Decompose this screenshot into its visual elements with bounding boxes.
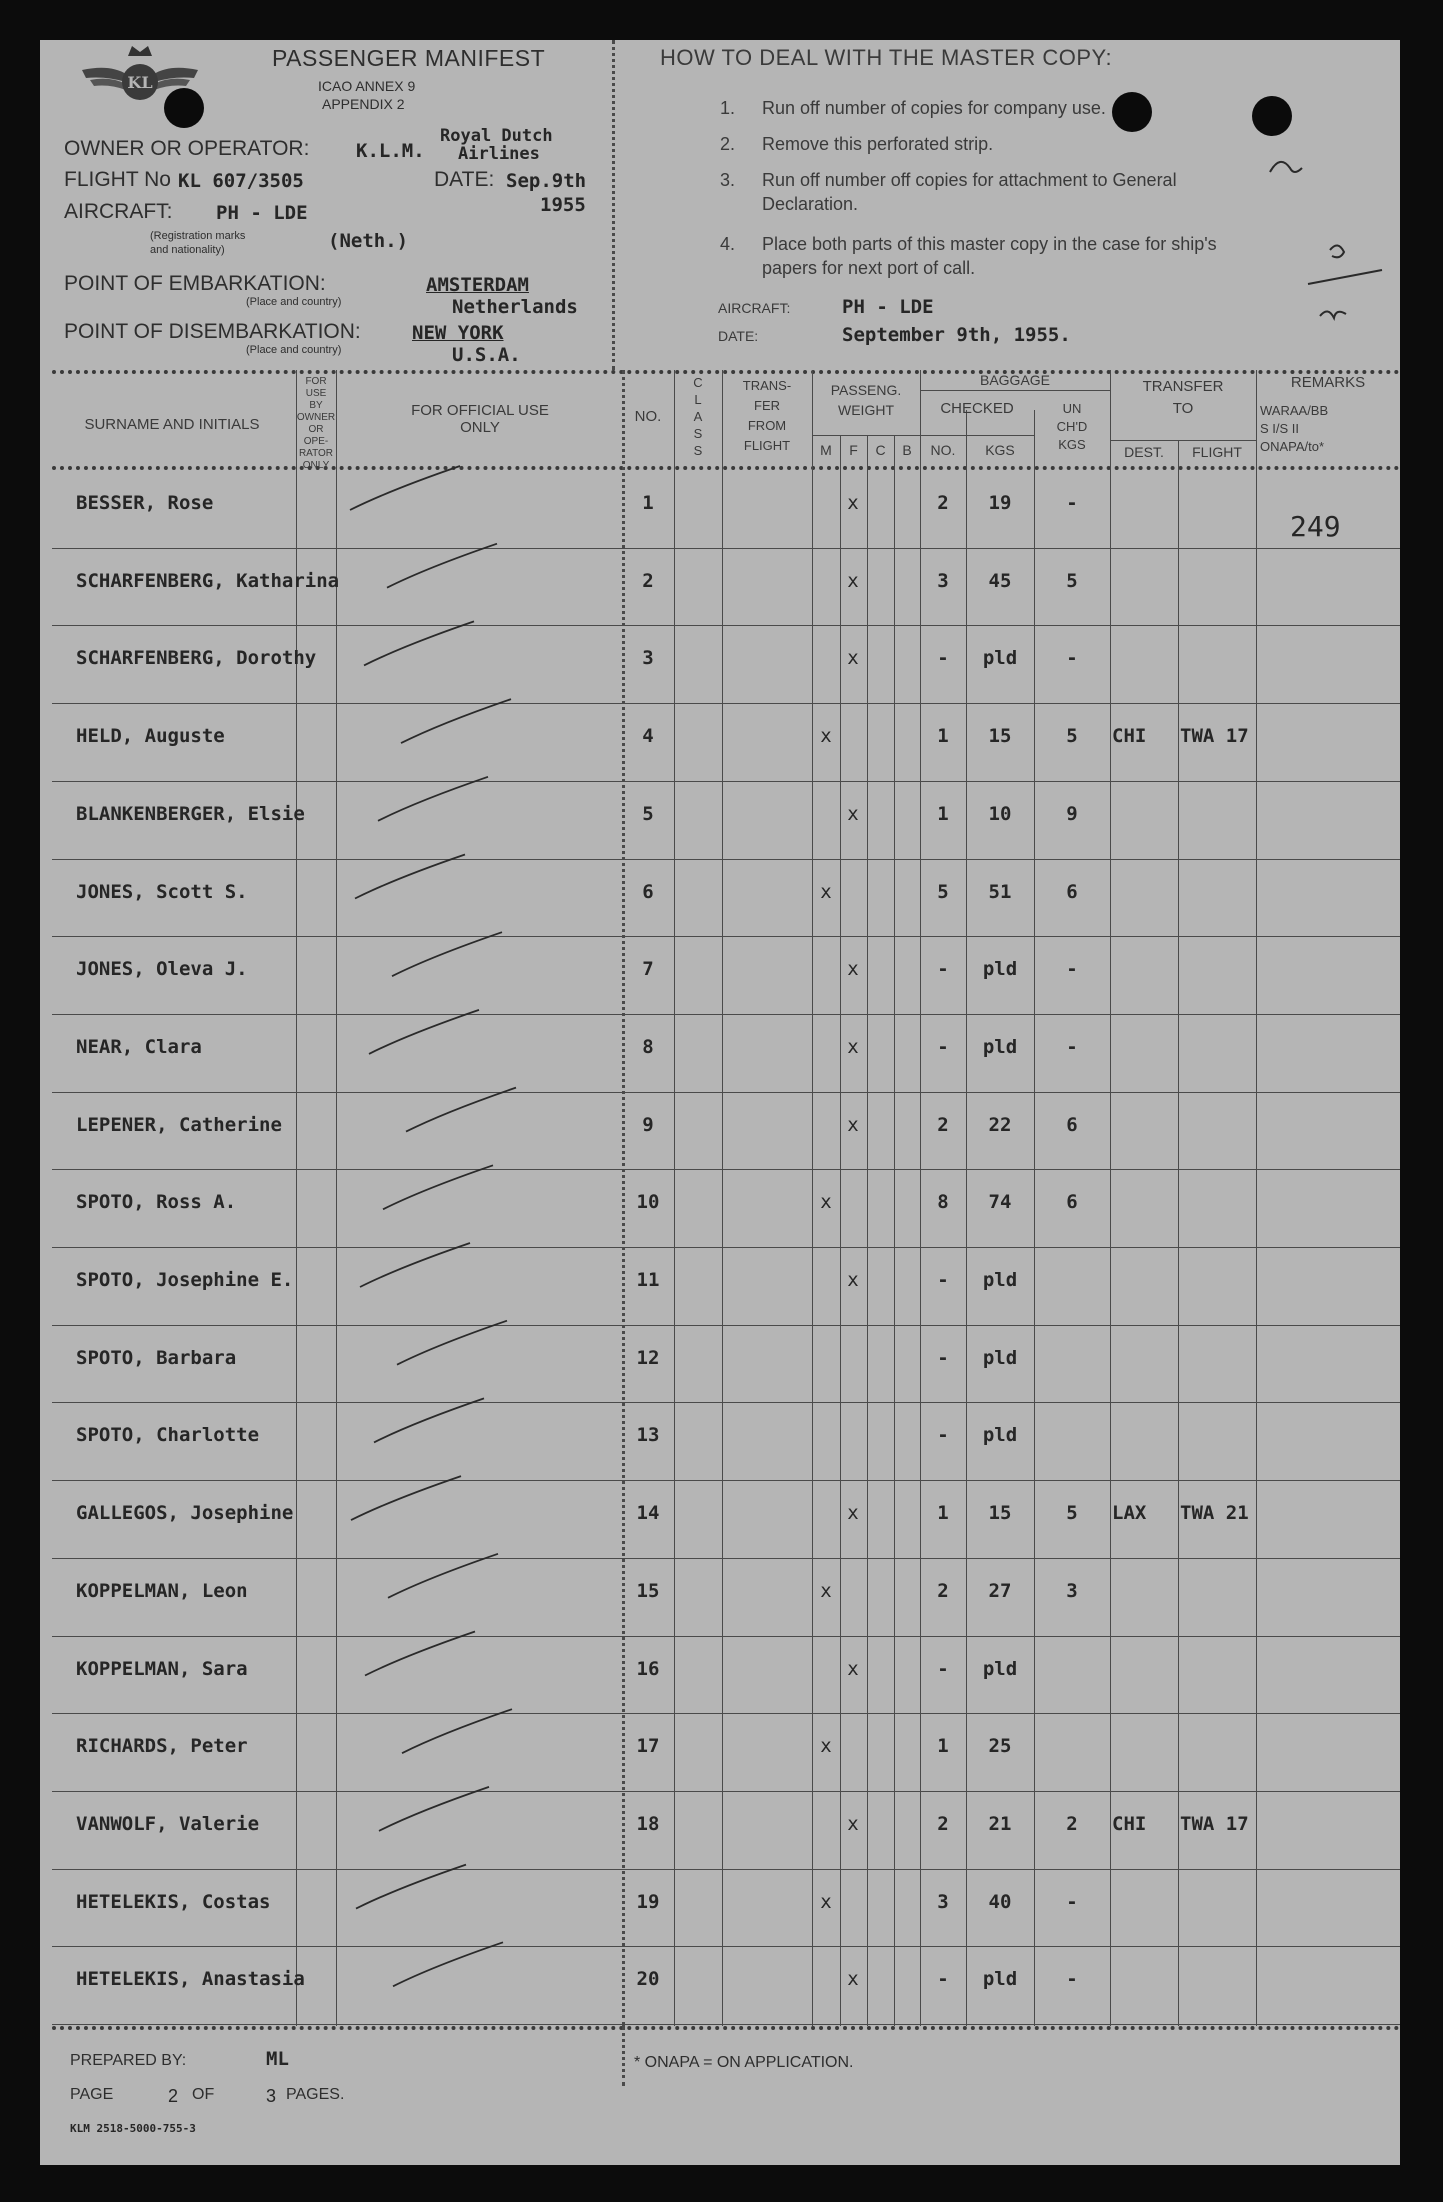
instruction-number: 1. — [720, 98, 736, 118]
form-code: KLM 2518-5000-755-3 — [70, 2122, 196, 2135]
unchecked-kgs: - — [1066, 1890, 1078, 1913]
weight-mark: x — [820, 880, 832, 903]
remarks-stamp: 249 — [1290, 510, 1341, 543]
bag-kgs: 51 — [988, 880, 1012, 903]
col-no: NO. — [634, 408, 662, 425]
col-bag-no: NO. — [930, 442, 956, 458]
weight-mark: x — [847, 1035, 859, 1058]
unchecked-kgs: 9 — [1066, 802, 1078, 825]
col-official: FOR OFFICIAL USE ONLY — [411, 402, 549, 436]
instruction-number: 4. — [720, 234, 736, 254]
passenger-number: 8 — [642, 1035, 654, 1058]
owner-label: OWNER OR OPERATOR: — [64, 137, 310, 160]
bag-count: 2 — [937, 1579, 949, 1602]
bag-count: 2 — [937, 492, 949, 514]
check-mark — [387, 544, 497, 588]
bag-count: 5 — [937, 880, 949, 903]
check-mark — [364, 621, 474, 665]
bag-kgs: 15 — [988, 1502, 1012, 1525]
instruction-text: Run off number of copies for company use. — [762, 98, 1106, 118]
prepared-label: PREPARED BY: — [70, 2052, 187, 2069]
check-mark — [392, 932, 502, 976]
bag-kgs: 10 — [988, 802, 1012, 825]
unchecked-kgs: 6 — [1066, 1191, 1078, 1214]
bag-count: 1 — [937, 1502, 949, 1525]
bag-kgs: 22 — [988, 1113, 1012, 1136]
passenger-name: SPOTO, Ross A. — [76, 1191, 237, 1214]
bag-kgs: pld — [982, 1968, 1018, 1991]
weight-mark: x — [847, 802, 859, 825]
col-b: B — [902, 442, 912, 458]
owner-value-3: Airlines — [458, 144, 540, 164]
nationality-note: and nationality) — [150, 244, 225, 256]
embarkation-country: Netherlands — [452, 296, 578, 318]
check-mark — [378, 777, 488, 821]
passenger-name: BLANKENBERGER, Elsie — [76, 802, 305, 825]
passenger-number: 18 — [636, 1812, 660, 1835]
perforation-line — [622, 2026, 625, 2086]
disembarkation-label: POINT OF DISEMBARKATION: — [64, 320, 361, 343]
col-remarks: REMARKS — [1290, 374, 1366, 391]
unchecked-kgs: 5 — [1066, 725, 1078, 748]
passenger-name: NEAR, Clara — [76, 1035, 202, 1058]
bag-count: - — [937, 1424, 949, 1447]
passenger-name: HETELEKIS, Costas — [76, 1890, 271, 1913]
passenger-number: 13 — [636, 1424, 660, 1447]
weight-mark: x — [847, 1113, 859, 1136]
check-mark — [393, 1942, 503, 1986]
bag-count: 1 — [937, 1735, 949, 1758]
weight-mark: x — [820, 725, 832, 748]
passenger-name: GALLEGOS, Josephine — [76, 1502, 294, 1525]
bag-kgs: 40 — [988, 1890, 1012, 1913]
transfer-dest: LAX — [1112, 1502, 1147, 1525]
date-label: DATE: — [434, 168, 495, 191]
bag-count: - — [937, 1346, 949, 1369]
of-label: OF — [192, 2086, 215, 2103]
unchecked-kgs: 3 — [1066, 1579, 1078, 1602]
col-unchecked: UN CH'D KGS — [1056, 401, 1088, 452]
weight-mark: x — [847, 492, 859, 514]
instruction-text: Remove this perforated strip. — [762, 134, 994, 154]
place-note: (Place and country) — [246, 344, 342, 356]
passenger-number: 12 — [636, 1346, 660, 1369]
passenger-number: 9 — [642, 1113, 654, 1136]
bag-kgs: 21 — [988, 1812, 1012, 1835]
passenger-name: RICHARDS, Peter — [76, 1735, 248, 1758]
manifest-sheet — [40, 40, 1400, 2165]
official-checkmarks — [40, 40, 1400, 2165]
check-mark — [355, 855, 465, 899]
passenger-number: 10 — [636, 1191, 660, 1214]
bag-kgs: pld — [982, 1346, 1018, 1369]
weight-mark: x — [847, 1812, 859, 1835]
bag-kgs: pld — [982, 1657, 1018, 1680]
bag-kgs: 45 — [988, 569, 1012, 592]
nationality-value: (Neth.) — [328, 230, 409, 252]
instruction-text: Declaration. — [762, 194, 859, 214]
weight-mark: x — [820, 1579, 832, 1602]
registration-note: (Registration marks — [150, 230, 246, 242]
weight-mark: x — [847, 1968, 859, 1991]
bag-count: 1 — [937, 725, 949, 748]
passenger-number: 5 — [642, 802, 654, 825]
passenger-number: 16 — [636, 1657, 660, 1680]
page-label: PAGE — [70, 2086, 114, 2103]
date-value: Sep.9th — [506, 170, 587, 192]
svg-text:KL: KL — [127, 73, 153, 92]
bag-kgs: pld — [982, 1035, 1018, 1058]
check-mark — [379, 1787, 489, 1831]
col-dest: DEST. — [1124, 444, 1164, 460]
col-class: C L A S S — [693, 375, 703, 458]
passenger-name: JONES, Oleva J. — [76, 958, 248, 981]
col-transfer-to: TRANSFER TO — [1142, 378, 1224, 417]
weight-mark: x — [847, 958, 859, 981]
prepared-value: ML — [266, 2048, 289, 2070]
passenger-name: SPOTO, Barbara — [76, 1346, 237, 1369]
passenger-name: HELD, Auguste — [76, 725, 225, 748]
weight-mark: x — [847, 569, 859, 592]
passenger-name: LEPENER, Catherine — [76, 1113, 282, 1136]
passenger-name: KOPPELMAN, Sara — [76, 1657, 248, 1680]
col-flight: FLIGHT — [1192, 444, 1242, 460]
passenger-name: VANWOLF, Valerie — [76, 1812, 260, 1835]
disembarkation-city: NEW YORK — [412, 322, 504, 344]
col-checked: CHECKED — [940, 400, 1014, 417]
appendix-label: APPENDIX 2 — [322, 96, 405, 112]
passenger-name: SPOTO, Charlotte — [76, 1424, 260, 1447]
passenger-name: SCHARFENBERG, Katharina — [76, 569, 340, 592]
passenger-name: JONES, Scott S. — [76, 880, 248, 903]
bag-count: 1 — [937, 802, 949, 825]
passenger-number: 6 — [642, 880, 654, 903]
unchecked-kgs: - — [1066, 958, 1078, 981]
check-mark — [374, 1398, 484, 1442]
unchecked-kgs: - — [1066, 1968, 1078, 1991]
check-mark — [369, 1010, 479, 1054]
col-transfer-from: TRANS- FER FROM FLIGHT — [742, 378, 792, 453]
instruction-text: Run off number off copies for attachment to General — [762, 170, 1177, 190]
col-baggage: BAGGAGE — [979, 372, 1051, 388]
passenger-number: 7 — [642, 958, 654, 981]
manifest-title: PASSENGER MANIFEST — [272, 45, 546, 71]
weight-mark: x — [847, 1269, 859, 1291]
bag-kgs: 19 — [988, 492, 1012, 514]
transfer-flight: TWA 21 — [1180, 1502, 1249, 1525]
instr-aircraft-value: PH - LDE — [842, 296, 934, 318]
bag-count: 3 — [937, 1890, 949, 1913]
aircraft-label: AIRCRAFT: — [64, 200, 173, 223]
passenger-number: 15 — [636, 1579, 660, 1602]
transfer-dest: CHI — [1112, 725, 1147, 748]
bag-count: - — [937, 958, 949, 981]
passenger-number: 2 — [642, 569, 654, 592]
owner-value-2: Royal Dutch — [440, 126, 553, 146]
col-passenger-weight: PASSENG. WEIGHT — [830, 382, 902, 418]
instr-date-value: September 9th, 1955. — [842, 324, 1071, 346]
passenger-name: BESSER, Rose — [76, 492, 214, 514]
unchecked-kgs: 6 — [1066, 880, 1078, 903]
unchecked-kgs: - — [1066, 647, 1078, 670]
page-number: 2 — [168, 2086, 179, 2106]
transfer-flight: TWA 17 — [1180, 725, 1249, 748]
flight-label: FLIGHT No — [64, 168, 171, 191]
bag-count: 3 — [937, 569, 949, 592]
check-mark — [365, 1632, 475, 1676]
passenger-number: 14 — [636, 1502, 660, 1525]
unchecked-kgs: - — [1066, 492, 1078, 514]
instructions-title: HOW TO DEAL WITH THE MASTER COPY: — [660, 45, 1113, 70]
owner-value: K.L.M. — [356, 140, 425, 162]
transfer-dest: CHI — [1112, 1812, 1147, 1835]
bag-count: - — [937, 647, 949, 670]
check-mark — [388, 1554, 498, 1598]
col-kgs: KGS — [985, 442, 1015, 458]
bag-kgs: pld — [982, 958, 1018, 981]
unchecked-kgs: 5 — [1066, 1502, 1078, 1525]
passenger-name: SPOTO, Josephine E. — [76, 1269, 294, 1291]
check-mark — [402, 1709, 512, 1753]
passenger-number: 1 — [642, 492, 654, 514]
annex-label: ICAO ANNEX 9 — [318, 78, 416, 94]
instr-date-label: DATE: — [718, 328, 759, 344]
weight-mark: x — [820, 1890, 832, 1913]
bag-kgs: pld — [982, 647, 1018, 670]
unchecked-kgs: 5 — [1066, 569, 1078, 592]
disembarkation-country: U.S.A. — [452, 344, 521, 366]
col-owner-use: FOR USE BY OWNER OR OPE- RATOR ONLY — [296, 376, 336, 471]
flight-value: KL 607/3505 — [178, 170, 304, 192]
unchecked-kgs: 6 — [1066, 1113, 1078, 1136]
bag-count: 2 — [937, 1812, 949, 1835]
bag-count: - — [937, 1035, 949, 1058]
passenger-number: 3 — [642, 647, 654, 670]
bag-count: - — [937, 1269, 949, 1291]
bag-kgs: 27 — [988, 1579, 1012, 1602]
check-mark — [360, 1243, 470, 1287]
col-remarks-sub: WARAA/BB S I/S II ONAPA/to* — [1260, 403, 1329, 454]
bag-count: 2 — [937, 1113, 949, 1136]
onapa-note: * ONAPA = ON APPLICATION. — [634, 2054, 854, 2071]
weight-mark: x — [847, 1502, 859, 1525]
page-total: 3 — [266, 2086, 277, 2106]
passenger-number: 19 — [636, 1890, 660, 1913]
passenger-number: 20 — [636, 1968, 660, 1991]
weight-mark: x — [847, 1657, 859, 1680]
passenger-number: 4 — [642, 725, 654, 748]
col-m: M — [820, 442, 832, 458]
transfer-flight: TWA 17 — [1180, 1812, 1249, 1835]
passenger-name: KOPPELMAN, Leon — [76, 1579, 248, 1602]
check-mark — [350, 466, 460, 510]
bag-kgs: 15 — [988, 725, 1012, 748]
check-mark — [406, 1088, 516, 1132]
aircraft-value: PH - LDE — [216, 202, 308, 224]
bag-kgs: pld — [982, 1424, 1018, 1447]
instruction-number: 2. — [720, 134, 736, 154]
unchecked-kgs: 2 — [1066, 1812, 1078, 1835]
instruction-text: Place both parts of this master copy in the case for ship's — [762, 234, 1217, 254]
weight-mark: x — [847, 647, 859, 670]
col-surname: SURNAME AND INITIALS — [84, 416, 260, 433]
passenger-number: 17 — [636, 1735, 660, 1758]
passenger-name: SCHARFENBERG, Dorothy — [76, 647, 317, 670]
check-mark — [401, 699, 511, 743]
check-mark — [351, 1476, 461, 1520]
check-mark — [356, 1865, 466, 1909]
bag-count: 8 — [937, 1191, 949, 1214]
passenger-name: HETELEKIS, Anastasia — [76, 1968, 305, 1991]
weight-mark: x — [820, 1191, 832, 1214]
embarkation-city: AMSTERDAM — [426, 274, 529, 296]
instruction-text: papers for next port of call. — [762, 258, 976, 278]
bag-kgs: 74 — [988, 1191, 1012, 1214]
bag-count: - — [937, 1657, 949, 1680]
bag-kgs: 25 — [988, 1735, 1012, 1758]
bag-kgs: pld — [982, 1269, 1018, 1291]
unchecked-kgs: - — [1066, 1035, 1078, 1058]
bag-count: - — [937, 1968, 949, 1991]
col-c: C — [875, 442, 886, 458]
instr-aircraft-label: AIRCRAFT: — [718, 300, 791, 316]
pages-label: PAGES. — [286, 2086, 345, 2103]
check-mark — [397, 1321, 507, 1365]
place-note: (Place and country) — [246, 296, 342, 308]
weight-mark: x — [820, 1735, 832, 1758]
passenger-number: 11 — [636, 1269, 660, 1291]
check-mark — [383, 1165, 493, 1209]
embarkation-label: POINT OF EMBARKATION: — [64, 272, 326, 295]
col-f: F — [849, 442, 858, 458]
instruction-number: 3. — [720, 170, 736, 190]
date-year: 1955 — [540, 194, 586, 216]
